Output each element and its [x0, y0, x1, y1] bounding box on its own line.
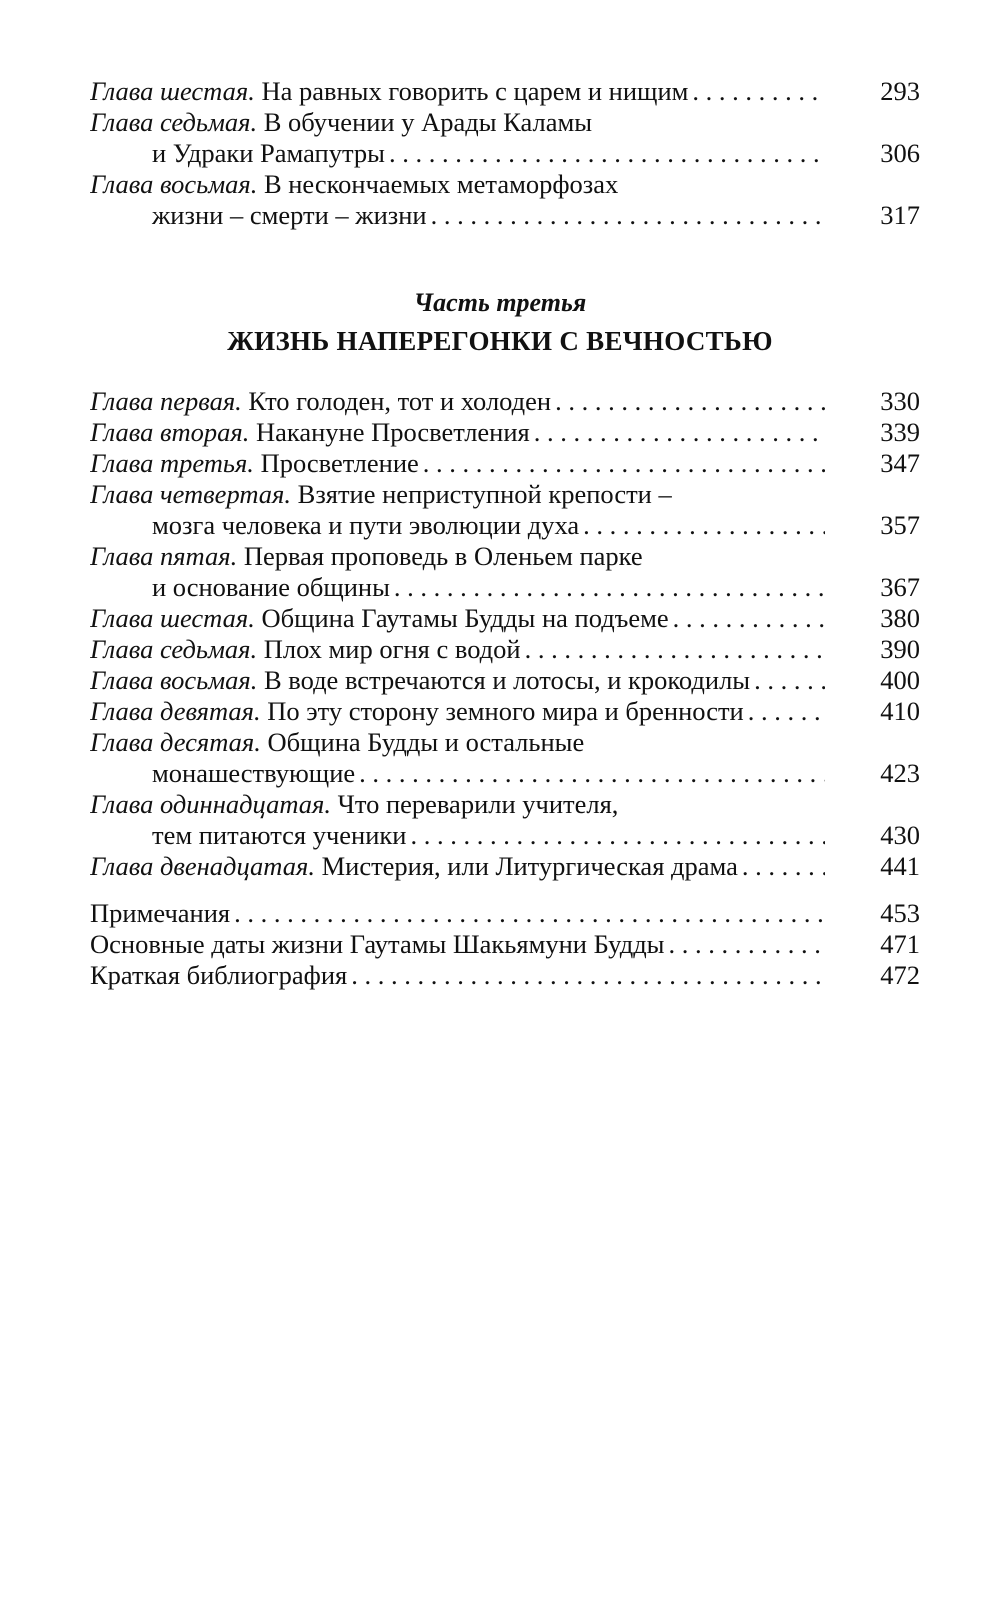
chapter-title-continued: и Удраки Рамапутры — [152, 138, 385, 168]
toc-entry[interactable] — [90, 541, 920, 603]
page-number: 472 — [880, 960, 920, 990]
toc-entry[interactable] — [90, 107, 920, 169]
toc-entry[interactable] — [90, 960, 920, 991]
chapter-label: Глава двенадцатая. — [90, 851, 315, 881]
toc-entry[interactable] — [90, 665, 920, 696]
leader-dots — [688, 76, 825, 107]
chapter-title: Община Будды и остальные — [267, 727, 585, 757]
page-number: 423 — [880, 758, 920, 788]
chapter-title: Что переварили учителя, — [337, 789, 619, 819]
chapter-label: Глава седьмая. — [90, 634, 258, 664]
chapter-label: Глава четвертая. — [90, 479, 292, 509]
toc-entry[interactable] — [90, 417, 920, 448]
chapter-label: Глава восьмая. — [90, 665, 258, 695]
page-number: 441 — [880, 851, 920, 881]
toc-entry[interactable] — [90, 789, 920, 851]
page-number: 347 — [880, 448, 920, 478]
toc-entry[interactable] — [90, 898, 920, 929]
chapter-label: Глава третья. — [90, 448, 254, 478]
page-number: 293 — [880, 76, 920, 106]
chapter-label: Глава шестая. — [90, 603, 255, 633]
chapter-title-continued: и основание общины — [152, 572, 390, 602]
chapter-title: Накануне Просветления — [255, 417, 530, 447]
page-number: 453 — [880, 898, 920, 928]
leader-dots — [427, 200, 825, 231]
chapter-label: Глава одиннадцатая. — [90, 789, 331, 819]
toc-entry[interactable] — [90, 448, 920, 479]
toc-entry[interactable] — [90, 386, 920, 417]
page-number: 400 — [880, 665, 920, 695]
back-matter-title: Основные даты жизни Гаутамы Шакьямуни Будды — [90, 929, 665, 959]
chapter-title: В воде встречаются и лотосы, и крокодилы — [263, 665, 751, 695]
toc-section-part-three — [90, 386, 920, 882]
chapter-label: Глава девятая. — [90, 696, 261, 726]
toc-entry[interactable] — [90, 603, 920, 634]
chapter-title: Просветление — [260, 448, 419, 478]
page-number: 367 — [880, 572, 920, 602]
leader-dots — [530, 417, 825, 448]
chapter-label: Глава вторая. — [90, 417, 250, 447]
toc-section-previous — [90, 76, 920, 231]
chapter-label: Глава первая. — [90, 386, 242, 416]
leader-dots — [419, 448, 825, 479]
chapter-title: В обучении у Арады Каламы — [263, 107, 593, 137]
leader-dots — [750, 665, 825, 696]
chapter-title-continued: мозга человека и пути эволюции духа — [152, 510, 580, 540]
chapter-title: Взятие неприступной крепости – — [297, 479, 672, 509]
leader-dots — [406, 820, 825, 851]
leader-dots — [355, 758, 825, 789]
chapter-title-continued: монашествующие — [152, 758, 356, 788]
toc-entry[interactable] — [90, 634, 920, 665]
chapter-title: Община Гаутамы Будды на подъеме — [261, 603, 669, 633]
page-number: 317 — [880, 200, 920, 230]
chapter-title: Кто голоден, тот и холоден — [248, 386, 552, 416]
page-number: 390 — [880, 634, 920, 664]
leader-dots — [390, 572, 825, 603]
chapter-label: Глава десятая. — [90, 727, 261, 757]
toc-entry[interactable] — [90, 851, 920, 882]
toc-entry[interactable] — [90, 169, 920, 231]
toc-entry[interactable] — [90, 479, 920, 541]
leader-dots — [551, 386, 825, 417]
chapter-title: На равных говорить с царем и нищим — [261, 76, 689, 106]
leader-dots — [744, 696, 825, 727]
page-number: 380 — [880, 603, 920, 633]
page-number: 357 — [880, 510, 920, 540]
chapter-title-continued: тем питаются ученики — [152, 820, 407, 850]
chapter-label: Глава шестая. — [90, 76, 255, 106]
chapter-label: Глава седьмая. — [90, 107, 258, 137]
leader-dots — [347, 960, 825, 991]
chapter-title: В нескончаемых метаморфозах — [263, 169, 619, 199]
leader-dots — [579, 510, 825, 541]
leader-dots — [665, 929, 826, 960]
page-number: 430 — [880, 820, 920, 850]
chapter-label: Глава восьмая. — [90, 169, 258, 199]
leader-dots — [385, 138, 825, 169]
toc-entry[interactable] — [90, 929, 920, 960]
part-label: Часть третья — [413, 288, 587, 317]
back-matter-title: Краткая библиография — [90, 960, 348, 990]
chapter-title-continued: жизни – смерти – жизни — [152, 200, 427, 230]
chapter-title: По эту сторону земного мира и бренности — [267, 696, 744, 726]
part-title: ЖИЗНЬ НАПЕРЕГОНКИ С ВЕЧНОСТЬЮ — [227, 326, 773, 356]
page-number: 410 — [880, 696, 920, 726]
toc-section-back-matter — [90, 898, 920, 991]
page-number: 471 — [880, 929, 920, 959]
leader-dots — [738, 851, 825, 882]
chapter-title: Плох мир огня с водой — [263, 634, 521, 664]
page-number: 330 — [880, 386, 920, 416]
page-number: 306 — [880, 138, 920, 168]
toc-entry[interactable] — [90, 76, 920, 107]
chapter-label: Глава пятая. — [90, 541, 238, 571]
leader-dots — [669, 603, 825, 634]
page-number: 339 — [880, 417, 920, 447]
leader-dots — [230, 898, 825, 929]
toc-entry[interactable] — [90, 696, 920, 727]
back-matter-title: Примечания — [90, 898, 231, 928]
chapter-title: Мистерия, или Литургическая драма — [321, 851, 738, 881]
toc-entry[interactable] — [90, 727, 920, 789]
chapter-title: Первая проповедь в Оленьем парке — [243, 541, 643, 571]
leader-dots — [521, 634, 825, 665]
